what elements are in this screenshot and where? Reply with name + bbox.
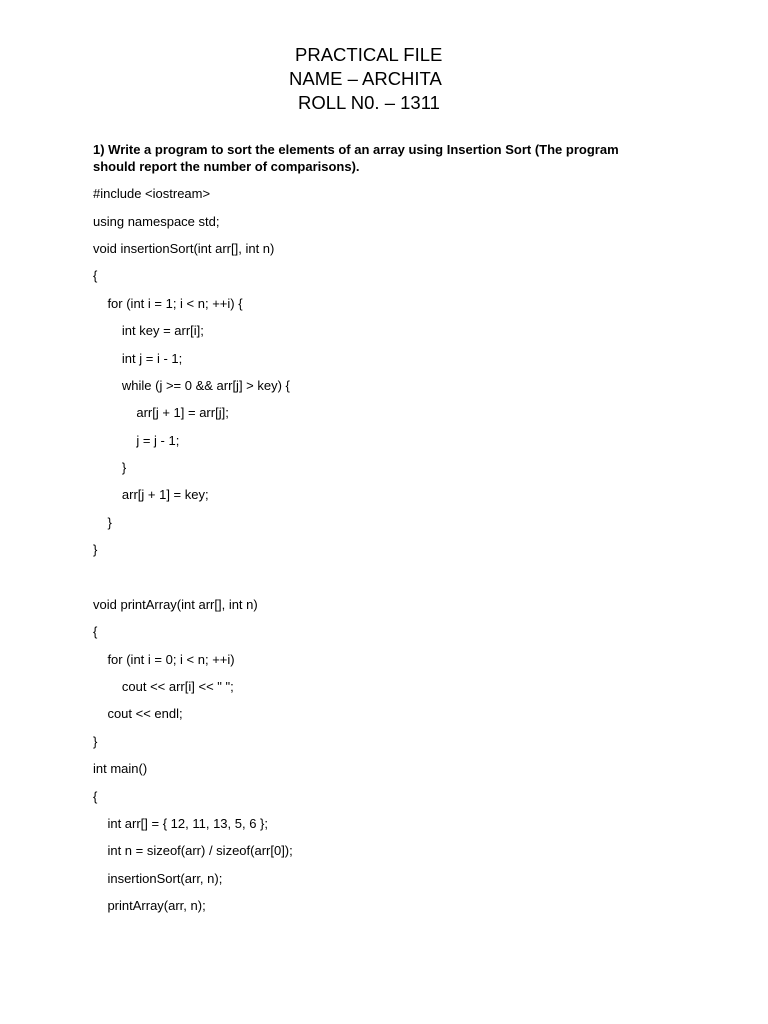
code-line: int main(): [93, 761, 148, 776]
code-line: }: [93, 542, 98, 557]
code-line: int key = arr[i];: [93, 323, 204, 338]
code-line: arr[j + 1] = arr[j];: [93, 405, 229, 420]
code-line: printArray(arr, n);: [93, 898, 206, 913]
code-line: #include <iostream>: [93, 186, 211, 201]
code-line: int j = i - 1;: [93, 351, 183, 366]
code-line: for (int i = 0; i < n; ++i): [93, 652, 235, 667]
question-text: 1) Write a program to sort the elements of an array using Insertion Sort (The program should report the number of comparisons).: [93, 142, 619, 174]
code-line: j = j - 1;: [93, 433, 180, 448]
code-line: int n = sizeof(arr) / sizeof(arr[0]);: [93, 843, 293, 858]
code-line: for (int i = 1; i < n; ++i) {: [93, 296, 243, 311]
code-line: insertionSort(arr, n);: [93, 871, 223, 886]
code-line: void insertionSort(int arr[], int n): [93, 241, 275, 256]
student-name: NAME – ARCHITA: [289, 68, 442, 89]
code-line: }: [93, 515, 112, 530]
code-line: cout << endl;: [93, 706, 183, 721]
code-line: }: [93, 460, 127, 475]
code-line: void printArray(int arr[], int n): [93, 597, 258, 612]
roll-number: ROLL N0. – 1311: [298, 92, 440, 113]
code-line: using namespace std;: [93, 214, 220, 229]
code-line: while (j >= 0 && arr[j] > key) {: [93, 378, 290, 393]
code-line: arr[j + 1] = key;: [93, 487, 209, 502]
code-line: cout << arr[i] << " ";: [93, 679, 234, 694]
code-line: {: [93, 624, 98, 639]
code-line: }: [93, 734, 98, 749]
document-title: PRACTICAL FILE: [295, 44, 443, 65]
code-line: {: [93, 268, 98, 283]
code-line: {: [93, 789, 98, 804]
code-line: int arr[] = { 12, 11, 13, 5, 6 };: [93, 816, 269, 831]
